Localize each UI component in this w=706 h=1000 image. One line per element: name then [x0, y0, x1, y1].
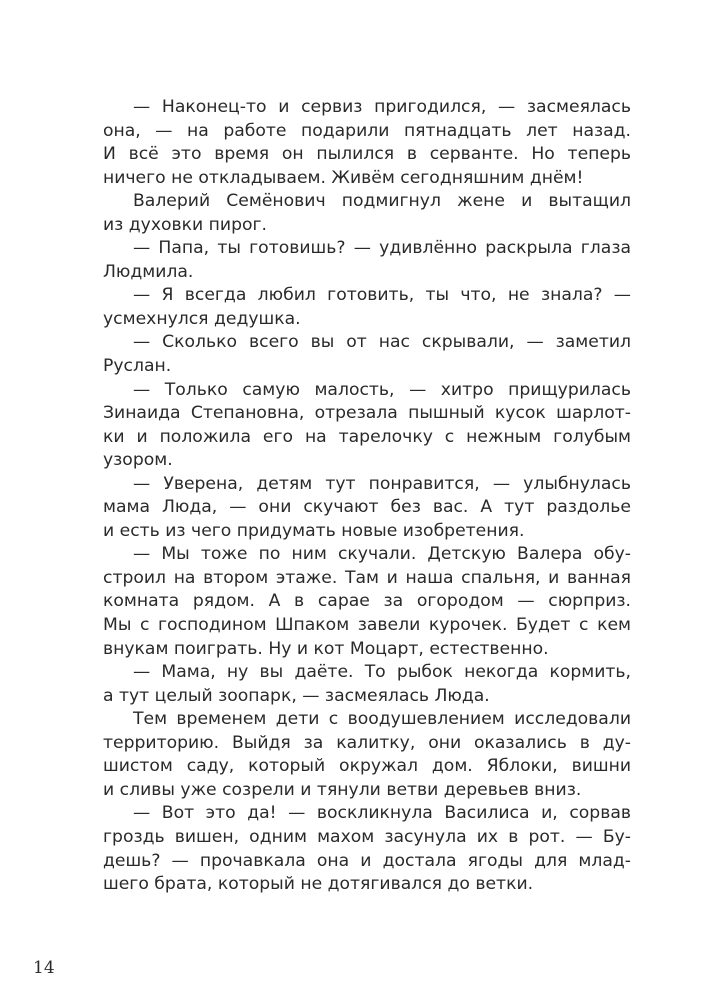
- page-number: 14: [33, 958, 55, 978]
- body-text: [103, 96, 631, 897]
- text-line: ничего не откладываем. Живём сегодняшним днём!: [103, 167, 584, 188]
- text-line: — Вот это да! — воскликнула Василиса и, сорвав: [133, 803, 631, 824]
- text-line: и есть из чего придумать новые изобретения.: [103, 520, 525, 541]
- text-line: комната рядом. А в сарае за огородом — сюрприз.: [103, 591, 631, 612]
- text-line: а тут целый зоопарк, — засмеялась Люда.: [103, 685, 490, 706]
- text-line: территорию. Выйдя за калитку, они оказались в ду-: [103, 732, 631, 753]
- text-line: — Я всегда любил готовить, ты что, не знала? —: [133, 285, 631, 306]
- text-line: Тем временем дети с воодушевлением исследовали: [133, 709, 631, 730]
- text-line: из духовки пирог.: [103, 214, 267, 235]
- text-line: И всё это время он пылился в серванте. Но теперь: [103, 144, 631, 165]
- text-line: внукам поиграть. Ну и кот Моцарт, естественно.: [103, 638, 549, 659]
- text-line: — Папа, ты готовишь? — удивлённо раскрыла глаза: [133, 238, 631, 259]
- text-line: Людмила.: [103, 261, 194, 282]
- text-line: строил на втором этаже. Там и наша спальня, и ванная: [103, 567, 631, 588]
- text-line: гроздь вишен, одним махом засунула их в рот. — Бу-: [103, 826, 631, 847]
- text-line: мама Люда, — они скучают без вас. А тут раздолье: [103, 497, 631, 518]
- text-line: усмехнулся дедушка.: [103, 308, 301, 329]
- text-line: — Уверена, детям тут понравится, — улыбнулась: [133, 473, 631, 494]
- text-line: — Сколько всего вы от нас скрывали, — заметил: [133, 332, 631, 353]
- text-line: — Наконец-то и сервиз пригодился, — засмеялась: [133, 97, 631, 117]
- text-line: шистом саду, который окружал дом. Яблоки, вишни: [103, 756, 631, 777]
- text-line: Зинаида Степановна, отрезала пышный кусок шарлот-: [103, 403, 631, 424]
- text-line: шего брата, который не дотягивался до ветки.: [103, 874, 534, 895]
- text-line: Валерий Семёнович подмигнул жене и вытащил: [133, 191, 631, 212]
- text-line: ки и положила его на тарелочку с нежным голубым: [103, 426, 631, 447]
- text-line: Мы с господином Шпаком завели курочек. Будет с кем: [103, 615, 631, 636]
- text-line: Руслан.: [103, 356, 172, 377]
- text-line: — Мама, ну вы даёте. То рыбок некогда кормить,: [133, 662, 631, 683]
- text-line: узором.: [103, 450, 173, 471]
- text-line: — Только самую малость, — хитро прищурилась: [133, 379, 631, 400]
- text-line: она, — на работе подарили пятнадцать лет назад.: [103, 120, 631, 141]
- text-line: — Мы тоже по ним скучали. Детскую Валера обу-: [133, 544, 631, 565]
- text-line: дешь? — прочавкала она и достала ягоды для млад-: [103, 850, 631, 871]
- text-line: и сливы уже созрели и тянули ветви деревьев вниз.: [103, 779, 582, 800]
